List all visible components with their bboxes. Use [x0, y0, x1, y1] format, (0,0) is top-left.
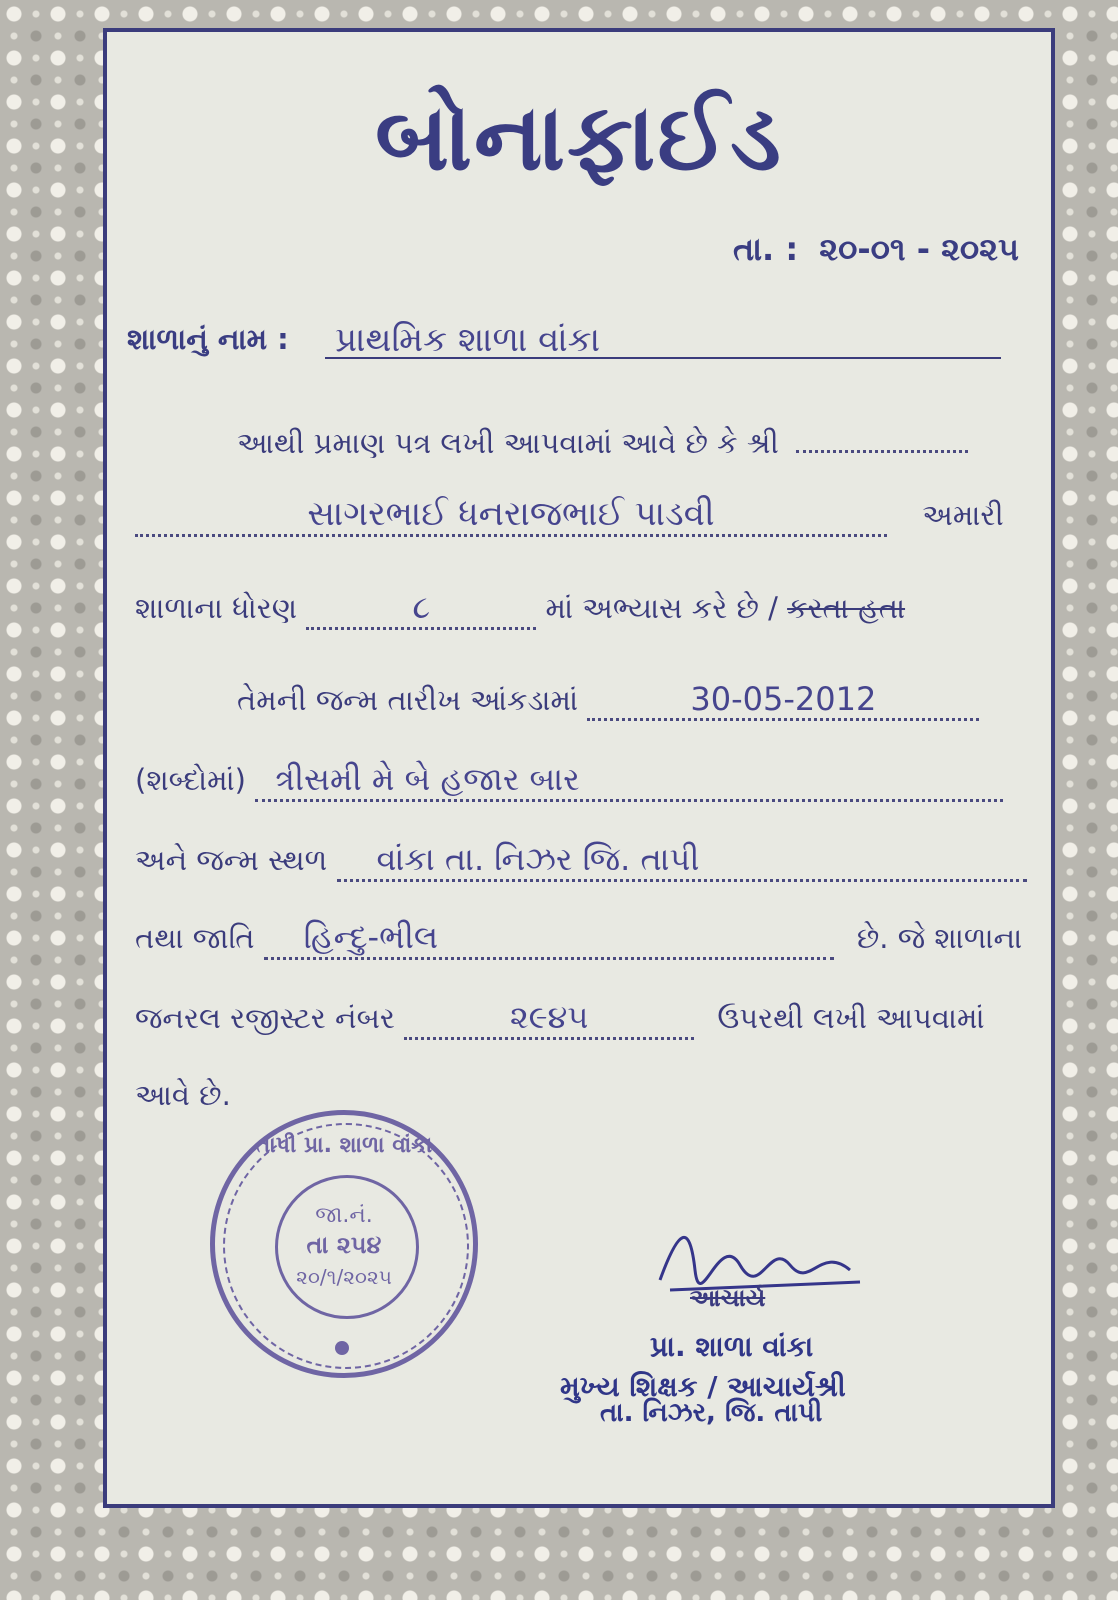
standard-label: શાળાના ધોરણ [135, 591, 298, 625]
dob-row [237, 680, 979, 721]
standard-row [135, 588, 905, 630]
dob-value: 30-05-2012 [587, 680, 979, 721]
date-row [733, 230, 1019, 269]
intro-line [237, 426, 968, 461]
standard-struck: કરતા હતા [787, 591, 906, 625]
stamp-ring-text: તાપી પ્રા. શાળા વાંકા [255, 1133, 433, 1158]
dob-label: તેમની જન્મ તારીખ આંકડામાં [237, 683, 579, 717]
date-value: ૨૦-૦૧ - ૨૦૨૫ [819, 230, 1019, 268]
stamp-line3: ૨૦/૧/૨૦૨૫ [296, 1265, 392, 1289]
intro-dots [796, 450, 968, 453]
standard-suffix: માં અભ્યાસ કરે છે / [545, 591, 778, 625]
signature-area [560, 1220, 940, 1460]
closing-text: આવે છે. [135, 1078, 231, 1112]
register-suffix: ઉપરથી લખી આપવામાં [717, 1001, 985, 1035]
school-label: શાળાનું નામ : [127, 322, 289, 356]
seal-line1: પ્રા. શાળા વાંકા [650, 1330, 814, 1363]
seal-line3: તા. નિઝર, જિ. તાપી [600, 1398, 823, 1428]
intro-text: આથી પ્રમાણ પત્ર લખી આપવામાં આવે છે કે શ્રી [237, 426, 779, 460]
birthplace-value: વાંકા તા. નિઝર જિ. તાપી [337, 840, 1027, 882]
dob-words-row [135, 760, 1003, 802]
stamp-dot-icon [335, 1341, 349, 1355]
register-value: ૨૯૪૫ [404, 998, 694, 1040]
seal-line2: મુખ્ય શિક્ષક / આચાર્યશ્રી [560, 1370, 846, 1403]
school-stamp [210, 1110, 478, 1378]
register-row [135, 998, 985, 1040]
standard-value: ૮ [306, 588, 536, 630]
caste-row [135, 918, 1022, 960]
stamp-line1: જા.નં. [315, 1203, 373, 1228]
register-label: જનરલ રજીસ્ટર નંબર [135, 1001, 395, 1035]
certificate-title: બોનાફાઈડ [375, 84, 783, 191]
line2-suffix: અમારી [922, 498, 1004, 532]
student-name-row [135, 494, 1004, 537]
caste-label: તથા જાતિ [135, 921, 255, 955]
date-label: તા. : [733, 230, 799, 268]
student-name: સાગરભાઈ ધનરાજભાઈ પાડવી [135, 494, 887, 537]
designation: આચાર્ય [690, 1284, 766, 1312]
birthplace-label: અને જન્મ સ્થળ [135, 843, 328, 877]
school-name: પ્રાથમિક શાળા વાંકા [335, 320, 601, 360]
birthplace-row [135, 840, 1027, 882]
stamp-line2: તા ૨૫૪ [306, 1231, 382, 1259]
dob-words: ત્રીસમી મે બે હજાર બાર [255, 760, 1003, 802]
school-row [127, 322, 289, 357]
words-label: (શબ્દોમાં) [135, 763, 246, 797]
caste-suffix: છે. જે શાળાના [856, 921, 1023, 955]
caste-value: હિન્દુ-ભીલ [264, 918, 834, 960]
